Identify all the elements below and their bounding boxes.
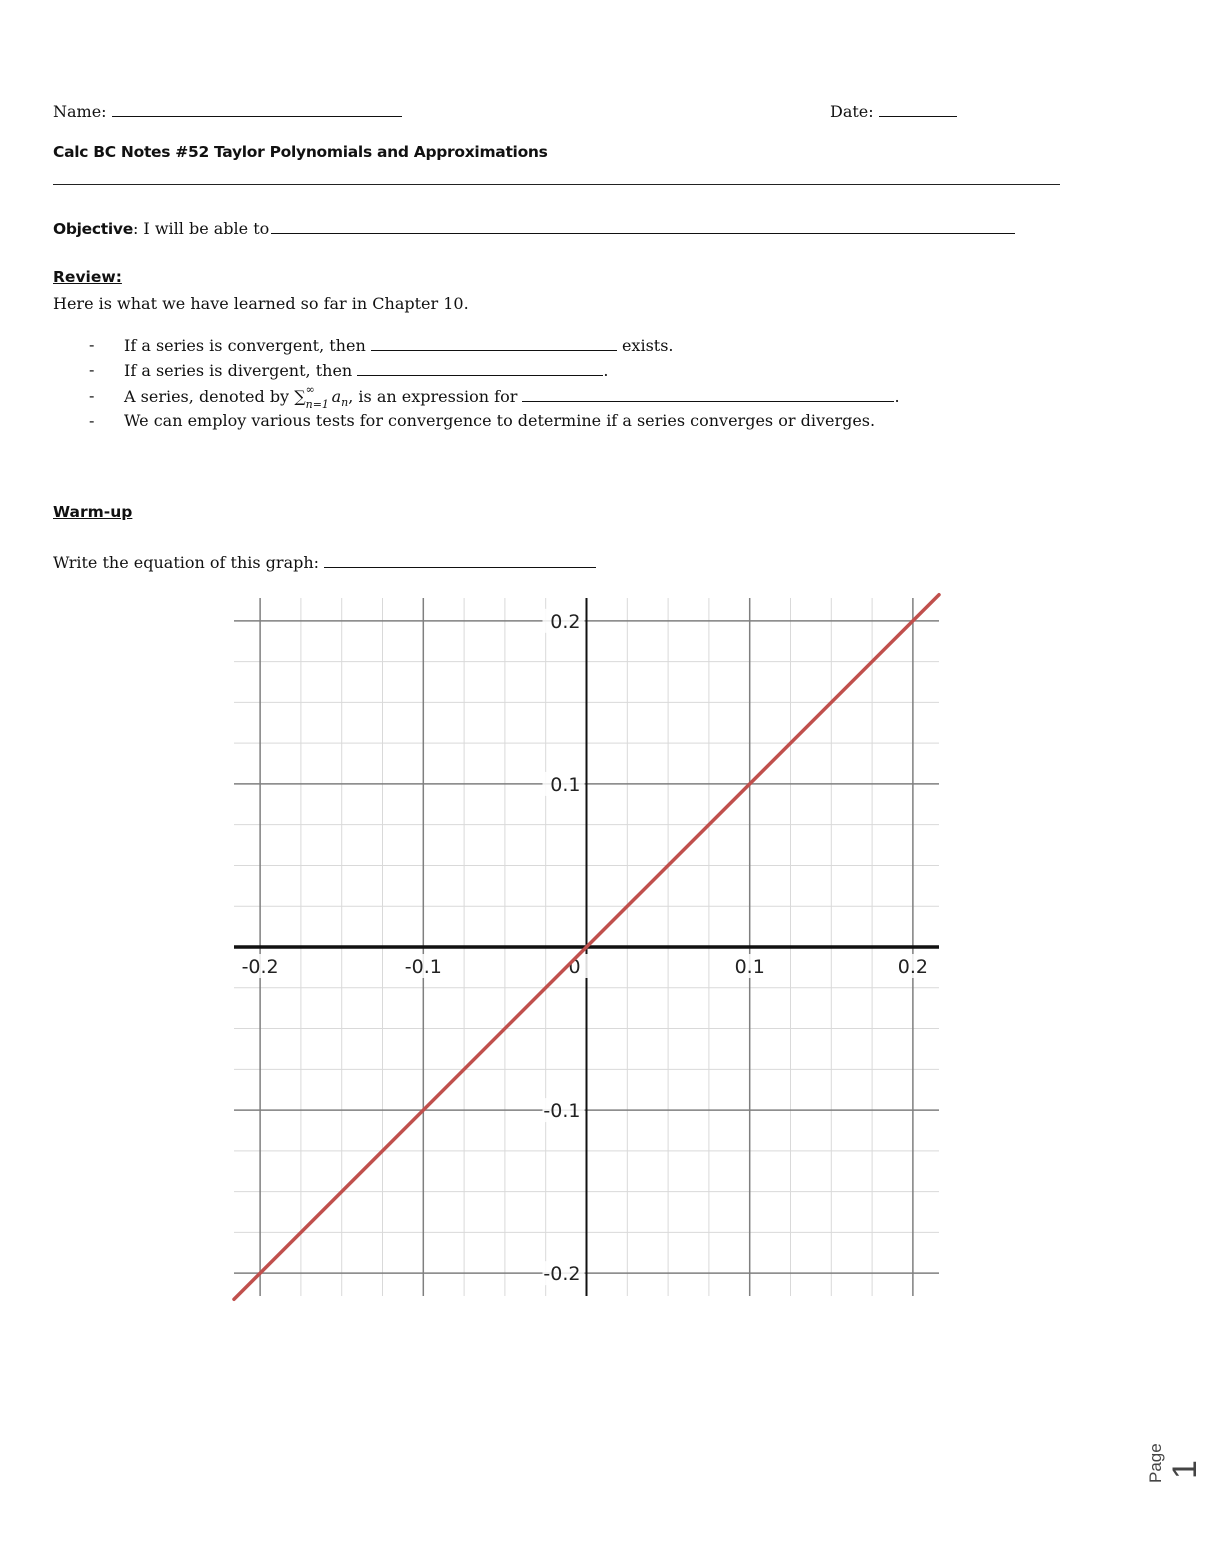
bullet-text-mid: , is an expression for	[348, 387, 518, 406]
objective-text: : I will be able to	[132, 219, 270, 238]
date-blank[interactable]	[879, 101, 957, 117]
x-tick-label: -0.2	[241, 956, 279, 978]
x-tick-label: 0.2	[897, 956, 928, 978]
x-tick-label: 0.1	[734, 956, 765, 978]
review-bullet-2	[0, 360, 1100, 380]
line-graph	[234, 598, 939, 1296]
date-line	[830, 101, 957, 122]
y-tick-label: 0.1	[550, 773, 581, 796]
bullet-text: A series, denoted by	[124, 387, 290, 406]
page-number: 1	[1166, 1460, 1204, 1479]
bullet-dash: -	[89, 335, 95, 354]
review-bullet-4	[0, 411, 1100, 431]
review-heading: Review:	[53, 268, 122, 286]
objective-blank[interactable]	[271, 218, 1015, 234]
review-bullet-3	[0, 383, 1100, 411]
equation-blank[interactable]	[324, 552, 596, 568]
convergent-blank[interactable]	[371, 335, 617, 351]
warmup-prompt-line	[53, 552, 596, 573]
expression-blank[interactable]	[522, 386, 894, 402]
sigma-notation: ∑ ∞ n=1 $a_n$	[294, 383, 349, 411]
name-blank[interactable]	[112, 101, 402, 117]
bullet-text: If a series is divergent, then	[124, 361, 353, 380]
page-number-block	[1142, 1405, 1204, 1495]
bullet-dash: -	[89, 386, 95, 405]
warmup-prompt: Write the equation of this graph:	[53, 553, 320, 572]
name-line	[53, 101, 402, 122]
y-tick-label: 0.2	[550, 610, 581, 633]
bullet-text-end: exists.	[621, 336, 674, 355]
page-label: Page	[1146, 1443, 1165, 1483]
bullet-dash: -	[89, 411, 95, 430]
page-title: Calc BC Notes #52 Taylor Polynomials and Approximations	[53, 143, 548, 161]
warmup-heading: Warm-up	[53, 503, 133, 521]
x-tick-label: -0.1	[404, 956, 442, 978]
title-divider	[53, 184, 1060, 185]
review-intro: Here is what we have learned so far in Chapter 10.	[53, 294, 469, 313]
y-tick-label: -0.2	[543, 1263, 581, 1286]
y-tick-label: -0.1	[543, 1100, 581, 1123]
bullet-text: If a series is convergent, then	[124, 336, 366, 355]
objective-line	[53, 218, 1015, 239]
date-label: Date:	[830, 102, 874, 121]
objective-label: Objective	[53, 220, 133, 238]
bullet-text: We can employ various tests for convergence to determine if a series converges or diverges.	[124, 411, 876, 430]
x-tick-label: 0	[568, 956, 581, 978]
divergent-blank[interactable]	[357, 360, 603, 376]
bullet-text-end: .	[603, 361, 609, 380]
name-label: Name:	[53, 102, 107, 121]
review-bullet-1	[0, 335, 1100, 355]
bullet-text-end: .	[894, 387, 900, 406]
bullet-dash: -	[89, 360, 95, 379]
